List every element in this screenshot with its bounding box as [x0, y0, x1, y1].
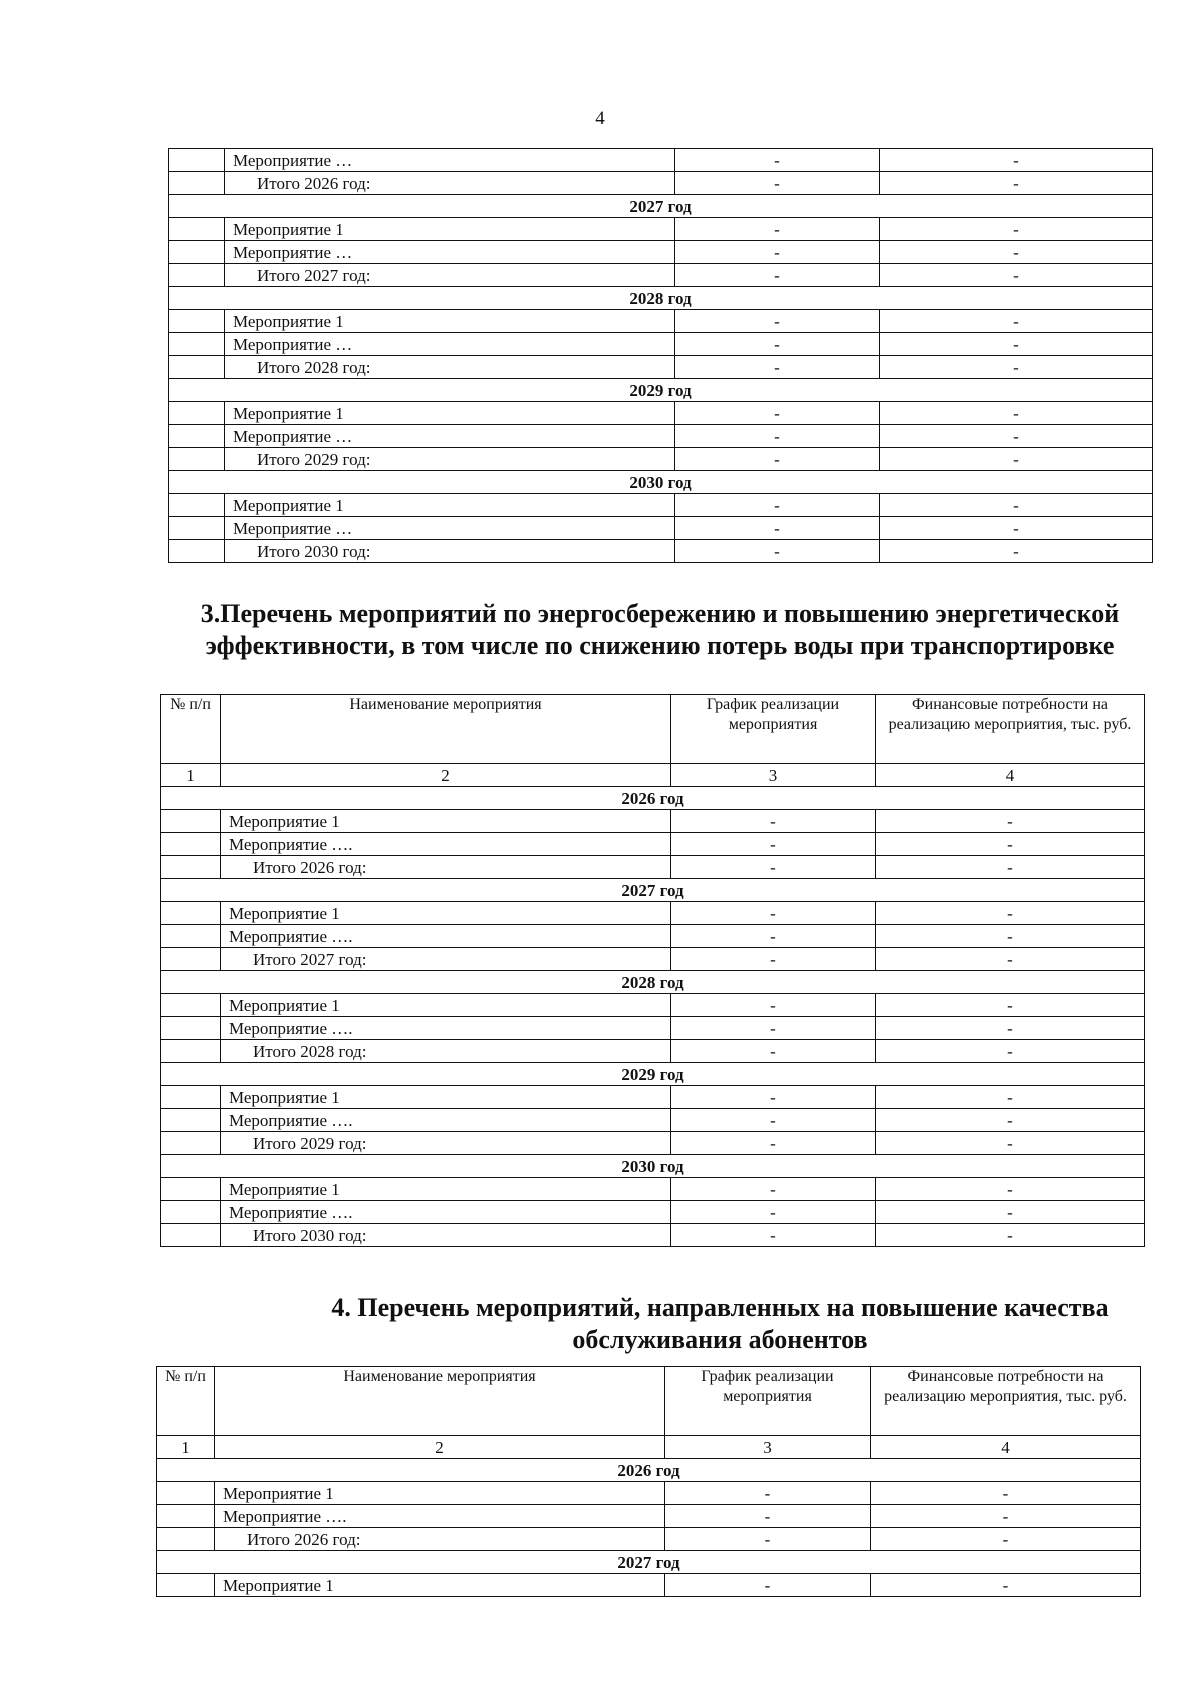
finance-cell: -: [876, 1109, 1145, 1132]
finance-cell: -: [876, 1086, 1145, 1109]
event-name: Мероприятие …: [225, 425, 675, 448]
schedule-cell: -: [671, 1040, 876, 1063]
column-number: 2: [221, 764, 671, 787]
column-number: 4: [871, 1436, 1141, 1459]
table-row: [161, 833, 1145, 856]
row-number-cell: [161, 1017, 221, 1040]
schedule-cell: -: [671, 902, 876, 925]
table-row: [161, 1201, 1145, 1224]
event-name: Мероприятие 1: [225, 494, 675, 517]
schedule-cell: -: [671, 994, 876, 1017]
row-number-cell: [157, 1482, 215, 1505]
year-row: [161, 879, 1145, 902]
schedule-cell: -: [671, 1086, 876, 1109]
year-row: [169, 195, 1153, 218]
event-name: Мероприятие 1: [221, 1178, 671, 1201]
row-number-cell: [169, 310, 225, 333]
year-label: 2029 год: [161, 1063, 1145, 1086]
finance-cell: -: [876, 902, 1145, 925]
row-number-cell: [169, 172, 225, 195]
column-number: 4: [876, 764, 1145, 787]
finance-cell: -: [871, 1528, 1141, 1551]
year-row: [169, 471, 1153, 494]
finance-cell: -: [876, 1132, 1145, 1155]
row-number-cell: [161, 1201, 221, 1224]
column-header: № п/п: [161, 695, 221, 764]
column-header: Наименование мероприятия: [215, 1367, 665, 1436]
total-row: [161, 856, 1145, 879]
row-number-cell: [161, 925, 221, 948]
schedule-cell: -: [671, 810, 876, 833]
event-name: Мероприятие 1: [225, 402, 675, 425]
schedule-cell: -: [671, 925, 876, 948]
row-number-cell: [161, 1086, 221, 1109]
total-label: Итого 2028 год:: [225, 356, 675, 379]
year-label: 2030 год: [169, 471, 1153, 494]
table-row: [169, 149, 1153, 172]
top-events-table: [168, 148, 1153, 563]
finance-cell: -: [876, 1224, 1145, 1247]
schedule-cell: -: [671, 1178, 876, 1201]
event-name: Мероприятие 1: [215, 1574, 665, 1597]
table-header-row: [157, 1367, 1141, 1436]
event-name: Мероприятие …: [225, 149, 675, 172]
table-row: [169, 310, 1153, 333]
row-number-cell: [169, 448, 225, 471]
section-3-table: [160, 694, 1145, 1247]
total-label: Итого 2029 год:: [221, 1132, 671, 1155]
year-label: 2028 год: [169, 287, 1153, 310]
finance-cell: -: [880, 448, 1153, 471]
finance-cell: -: [880, 241, 1153, 264]
finance-cell: -: [871, 1482, 1141, 1505]
finance-cell: -: [880, 264, 1153, 287]
year-row: [157, 1459, 1141, 1482]
row-number-cell: [169, 494, 225, 517]
finance-cell: -: [880, 172, 1153, 195]
finance-cell: -: [876, 925, 1145, 948]
schedule-cell: -: [671, 1132, 876, 1155]
schedule-cell: -: [671, 1109, 876, 1132]
event-name: Мероприятие ….: [221, 833, 671, 856]
year-row: [161, 1155, 1145, 1178]
finance-cell: -: [876, 1178, 1145, 1201]
table-row: [157, 1574, 1141, 1597]
event-name: Мероприятие …: [225, 517, 675, 540]
year-row: [161, 787, 1145, 810]
schedule-cell: -: [671, 833, 876, 856]
row-number-cell: [161, 1109, 221, 1132]
total-label: Итого 2026 год:: [225, 172, 675, 195]
total-row: [161, 1132, 1145, 1155]
row-number-cell: [161, 856, 221, 879]
finance-cell: -: [871, 1574, 1141, 1597]
event-name: Мероприятие ….: [221, 1201, 671, 1224]
page-number: 4: [595, 108, 605, 129]
row-number-cell: [169, 264, 225, 287]
year-row: [169, 287, 1153, 310]
row-number-cell: [161, 948, 221, 971]
table-row: [169, 494, 1153, 517]
schedule-cell: -: [675, 402, 880, 425]
finance-cell: -: [876, 1017, 1145, 1040]
total-label: Итого 2028 год:: [221, 1040, 671, 1063]
row-number-cell: [169, 241, 225, 264]
finance-cell: -: [880, 218, 1153, 241]
event-name: Мероприятие 1: [215, 1482, 665, 1505]
total-row: [161, 1224, 1145, 1247]
section-4-title: 4. Перечень мероприятий, направленных на повышение качества обслуживания абонентов: [331, 1293, 1109, 1354]
table-row: [157, 1482, 1141, 1505]
total-row: [169, 540, 1153, 563]
event-name: Мероприятие …: [225, 241, 675, 264]
total-label: Итого 2029 год:: [225, 448, 675, 471]
total-row: [157, 1528, 1141, 1551]
total-label: Итого 2030 год:: [225, 540, 675, 563]
schedule-cell: -: [675, 149, 880, 172]
row-number-cell: [161, 1040, 221, 1063]
table-row: [161, 1109, 1145, 1132]
schedule-cell: -: [671, 948, 876, 971]
total-row: [169, 264, 1153, 287]
row-number-cell: [169, 402, 225, 425]
event-name: Мероприятие 1: [221, 1086, 671, 1109]
row-number-cell: [169, 333, 225, 356]
row-number-cell: [157, 1574, 215, 1597]
table-row: [161, 810, 1145, 833]
event-name: Мероприятие ….: [221, 925, 671, 948]
row-number-cell: [169, 218, 225, 241]
year-label: 2027 год: [161, 879, 1145, 902]
finance-cell: -: [876, 810, 1145, 833]
finance-cell: -: [880, 310, 1153, 333]
event-name: Мероприятие 1: [221, 810, 671, 833]
schedule-cell: -: [665, 1574, 871, 1597]
table-row: [161, 994, 1145, 1017]
schedule-cell: -: [675, 310, 880, 333]
total-row: [161, 948, 1145, 971]
column-number: 3: [665, 1436, 871, 1459]
finance-cell: -: [880, 517, 1153, 540]
schedule-cell: -: [675, 356, 880, 379]
row-number-cell: [157, 1505, 215, 1528]
row-number-cell: [161, 1224, 221, 1247]
total-label: Итого 2027 год:: [221, 948, 671, 971]
event-name: Мероприятие 1: [221, 902, 671, 925]
row-number-cell: [161, 994, 221, 1017]
column-header: Наименование мероприятия: [221, 695, 671, 764]
section-3-title: 3.Перечень мероприятий по энергосбережению и повышению энергетической эффективности, в том числе по снижению потерь воды при транспортировке: [200, 599, 1120, 660]
schedule-cell: -: [675, 172, 880, 195]
year-row: [169, 379, 1153, 402]
schedule-cell: -: [675, 425, 880, 448]
total-label: Итого 2030 год:: [221, 1224, 671, 1247]
column-header: № п/п: [157, 1367, 215, 1436]
year-label: 2028 год: [161, 971, 1145, 994]
schedule-cell: -: [671, 1224, 876, 1247]
year-label: 2026 год: [161, 787, 1145, 810]
finance-cell: -: [880, 402, 1153, 425]
finance-cell: -: [880, 494, 1153, 517]
column-number-row: [161, 764, 1145, 787]
row-number-cell: [169, 517, 225, 540]
event-name: Мероприятие ….: [221, 1109, 671, 1132]
finance-cell: -: [876, 833, 1145, 856]
finance-cell: -: [880, 425, 1153, 448]
table-row: [161, 925, 1145, 948]
finance-cell: -: [876, 1201, 1145, 1224]
column-number: 1: [157, 1436, 215, 1459]
total-row: [169, 356, 1153, 379]
finance-cell: -: [880, 356, 1153, 379]
column-header: Финансовые потребности на реализацию мероприятия, тыс. руб.: [871, 1367, 1141, 1436]
year-label: 2027 год: [157, 1551, 1141, 1574]
finance-cell: -: [880, 540, 1153, 563]
schedule-cell: -: [671, 1201, 876, 1224]
total-row: [161, 1040, 1145, 1063]
schedule-cell: -: [665, 1528, 871, 1551]
finance-cell: -: [876, 1040, 1145, 1063]
table-row: [161, 1017, 1145, 1040]
section-4-table: [156, 1366, 1141, 1597]
table-row: [169, 425, 1153, 448]
finance-cell: -: [876, 948, 1145, 971]
column-header: График реализации мероприятия: [671, 695, 876, 764]
event-name: Мероприятие 1: [225, 218, 675, 241]
year-row: [161, 971, 1145, 994]
table-row: [169, 517, 1153, 540]
year-row: [157, 1551, 1141, 1574]
row-number-cell: [169, 149, 225, 172]
event-name: Мероприятие 1: [225, 310, 675, 333]
table-row: [157, 1505, 1141, 1528]
finance-cell: -: [880, 149, 1153, 172]
row-number-cell: [161, 902, 221, 925]
row-number-cell: [161, 810, 221, 833]
finance-cell: -: [871, 1505, 1141, 1528]
total-row: [169, 172, 1153, 195]
event-name: Мероприятие ….: [221, 1017, 671, 1040]
schedule-cell: -: [665, 1505, 871, 1528]
table-header-row: [161, 695, 1145, 764]
schedule-cell: -: [671, 856, 876, 879]
total-row: [169, 448, 1153, 471]
schedule-cell: -: [665, 1482, 871, 1505]
column-number: 3: [671, 764, 876, 787]
year-label: 2026 год: [157, 1459, 1141, 1482]
row-number-cell: [157, 1528, 215, 1551]
row-number-cell: [169, 425, 225, 448]
row-number-cell: [161, 1132, 221, 1155]
total-label: Итого 2027 год:: [225, 264, 675, 287]
finance-cell: -: [876, 856, 1145, 879]
schedule-cell: -: [675, 264, 880, 287]
schedule-cell: -: [675, 494, 880, 517]
schedule-cell: -: [675, 517, 880, 540]
schedule-cell: -: [675, 241, 880, 264]
table-row: [169, 241, 1153, 264]
event-name: Мероприятие ….: [215, 1505, 665, 1528]
table-row: [169, 333, 1153, 356]
row-number-cell: [169, 540, 225, 563]
row-number-cell: [161, 1178, 221, 1201]
year-row: [161, 1063, 1145, 1086]
event-name: Мероприятие …: [225, 333, 675, 356]
table-row: [161, 1086, 1145, 1109]
finance-cell: -: [876, 994, 1145, 1017]
total-label: Итого 2026 год:: [221, 856, 671, 879]
year-label: 2027 год: [169, 195, 1153, 218]
table-row: [161, 1178, 1145, 1201]
row-number-cell: [161, 833, 221, 856]
column-header: Финансовые потребности на реализацию мероприятия, тыс. руб.: [876, 695, 1145, 764]
year-label: 2029 год: [169, 379, 1153, 402]
row-number-cell: [169, 356, 225, 379]
table-row: [169, 402, 1153, 425]
schedule-cell: -: [675, 333, 880, 356]
schedule-cell: -: [675, 540, 880, 563]
table-row: [161, 902, 1145, 925]
event-name: Мероприятие 1: [221, 994, 671, 1017]
column-number: 1: [161, 764, 221, 787]
column-number: 2: [215, 1436, 665, 1459]
finance-cell: -: [880, 333, 1153, 356]
total-label: Итого 2026 год:: [215, 1528, 665, 1551]
table-row: [169, 218, 1153, 241]
schedule-cell: -: [675, 448, 880, 471]
column-header: График реализации мероприятия: [665, 1367, 871, 1436]
year-label: 2030 год: [161, 1155, 1145, 1178]
schedule-cell: -: [671, 1017, 876, 1040]
column-number-row: [157, 1436, 1141, 1459]
schedule-cell: -: [675, 218, 880, 241]
